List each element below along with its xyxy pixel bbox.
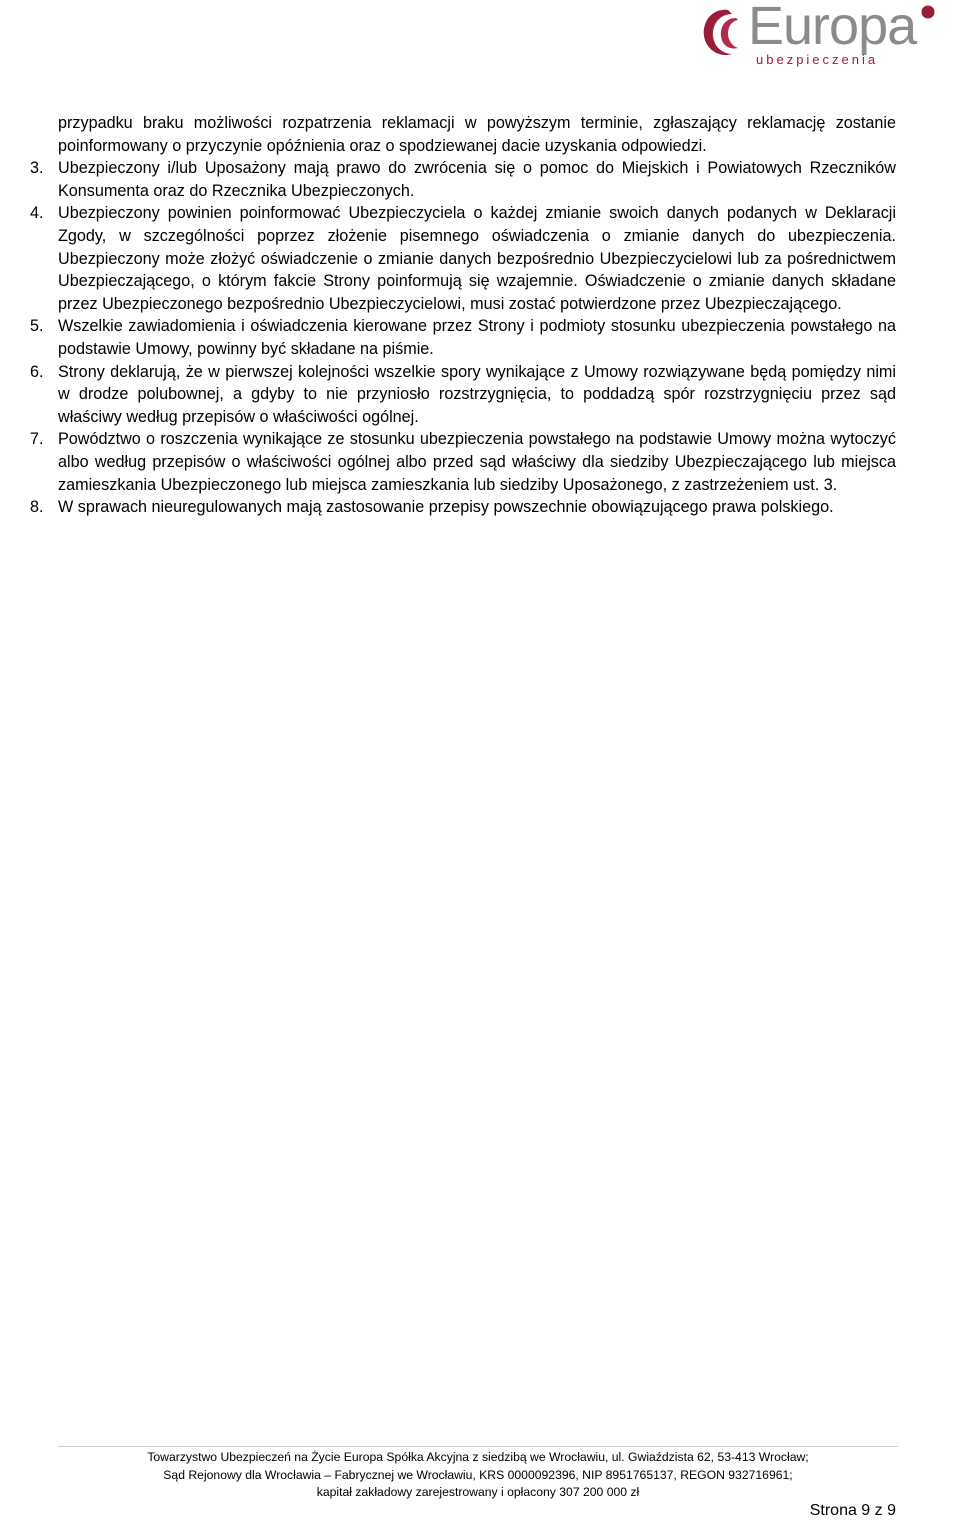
footer-line-registry: Sąd Rejonowy dla Wrocławia – Fabrycznej we Wrocławiu, KRS 0000092396, NIP 8951765137, REGON 932716961; [163, 1467, 793, 1482]
list-item-text: Strony deklarują, że w pierwszej kolejności wszelkie spory wynikające z Umowy rozwiązywane będą pomiędzy nimi w drodze polubownej, a gdyby to nie przyniosło rozstrzygnięcia, to poddadzą spór rozstrzygnięciu przez sąd właściwy według przepisów o właściwości ogólnej. [58, 362, 896, 426]
logo-dot-icon [920, 4, 936, 20]
footer-divider [58, 1446, 898, 1447]
footer-line-company: Towarzystwo Ubezpieczeń na Życie Europa Spółka Akcyjna z siedzibą we Wrocławiu, ul. Gwiaździsta 62, 53-413 Wrocław; [147, 1450, 809, 1464]
list-item [30, 315, 896, 360]
list-item-number: 6. [30, 362, 44, 381]
list-item [30, 202, 896, 315]
logo-wordmark: Europa [748, 0, 917, 56]
document-body [30, 112, 896, 519]
list-item-text: W sprawach nieuregulowanych mają zastosowanie przepisy powszechnie obowiązującego prawa polskiego. [58, 498, 834, 517]
list-item-number: 7. [30, 430, 44, 449]
list-item-text: Ubezpieczony powinien poinformować Ubezpieczyciela o każdej zmianie swoich danych podanych w Deklaracji Zgody, w szczególności poprzez złożenie pisemnego oświadczenia o zmianie danych do ubezpieczenia. Ubezpieczony może złożyć oświadczenie o zmianie danych bezpośrednio Ubezpieczycielowi lub za pośrednictwem Ubezpieczającego, o którym fakcie Strony poinformują się wzajemnie. Oświadczenie o zmianie danych składane przez Ubezpieczonego bezpośrednio Ubezpieczycielowi, musi zostać potwierdzone przez Ubezpieczającego. [58, 204, 896, 313]
logo-tagline: ubezpieczenia [756, 52, 879, 67]
list-item-number: 4. [30, 204, 44, 223]
continuation-paragraph: przypadku braku możliwości rozpatrzenia reklamacji w powyższym terminie, zgłaszający reklamację zostanie poinformowany o przyczynie opóźnienia oraz o spodziewanej dacie uzyskania odpowiedzi. [58, 114, 896, 155]
europa-logo [698, 2, 948, 70]
footer-line-capital: kapitał zakładowy zarejestrowany i opłacony 307 200 000 zł [316, 1485, 640, 1500]
list-item-text: Wszelkie zawiadomienia i oświadczenia kierowane przez Strony i podmioty stosunku ubezpieczenia powstałego na podstawie Umowy, powinny być składane na piśmie. [58, 317, 896, 358]
list-item-text: Ubezpieczony i/lub Uposażony mają prawo do zwrócenia się o pomoc do Miejskich i Powiatowych Rzeczników Konsumenta oraz do Rzecznika Ubezpieczonych. [58, 159, 896, 200]
list-item [30, 496, 896, 519]
logo-swirl-icon [698, 4, 742, 60]
list-item-number: 5. [30, 317, 44, 336]
list-item-number: 8. [30, 498, 44, 517]
list-item [30, 428, 896, 496]
list-item [30, 361, 896, 429]
page-number: Strona 9 z 9 [809, 1502, 896, 1519]
company-footer [58, 1449, 898, 1502]
list-item-number: 3. [30, 159, 44, 178]
list-item [30, 157, 896, 202]
list-item-text: Powództwo o roszczenia wynikające ze stosunku ubezpieczenia powstałego na podstawie Umowy można wytoczyć albo według przepisów o właściwości ogólnej albo przed sąd właściwy dla siedziby Ubezpieczającego lub miejsca zamieszkania Ubezpieczonego lub miejsca zamieszkania lub siedziby Uposażonego, z zastrzeżeniem ust. 3. [58, 430, 896, 494]
